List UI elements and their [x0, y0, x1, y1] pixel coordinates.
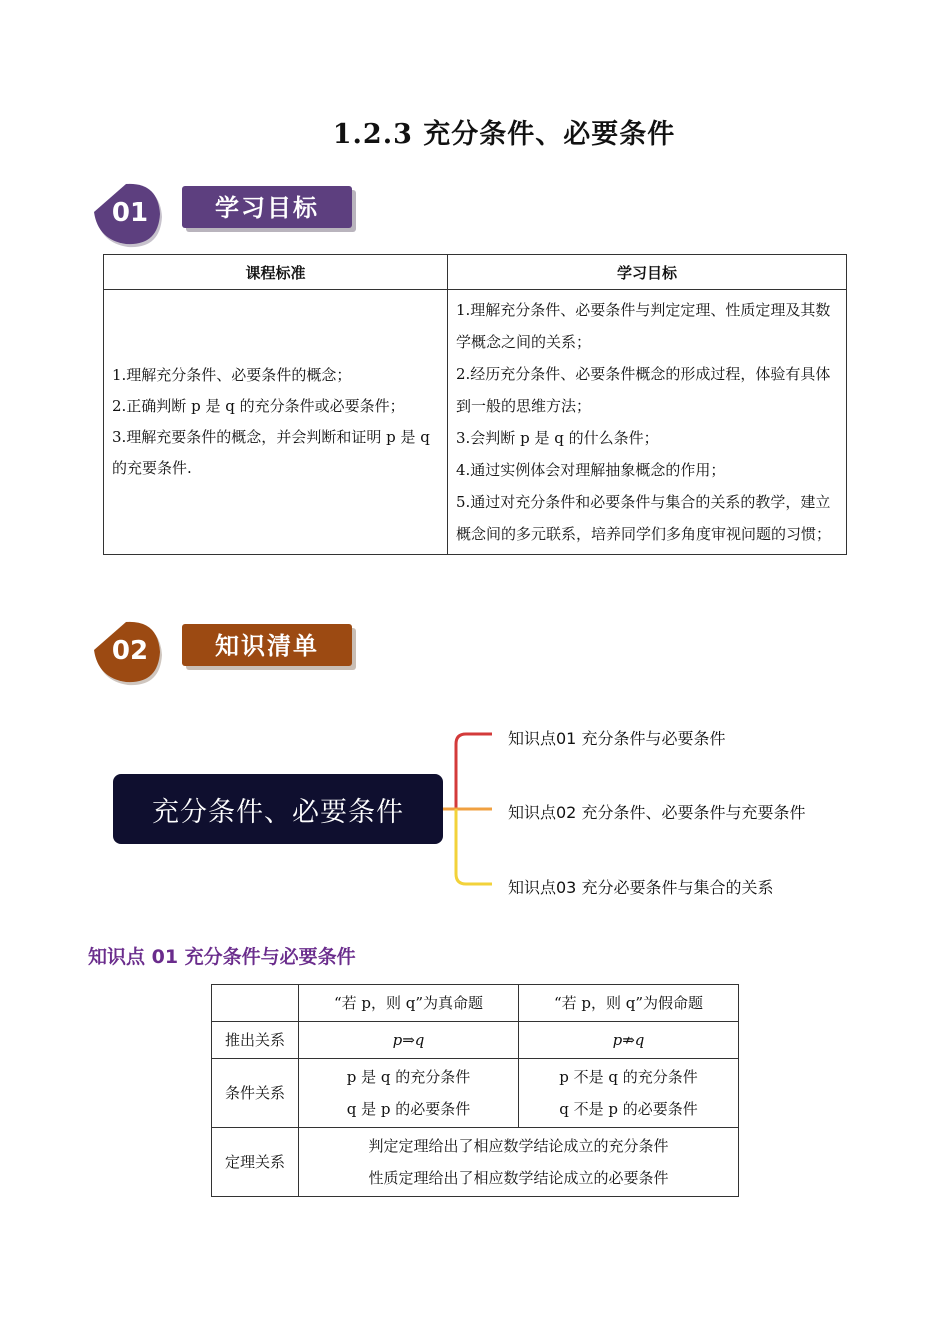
goal-item: 5.通过对充分条件和必要条件与集合的关系的教学，建立概念间的多元联系，培养同学们多角度审视问题的习惯；	[456, 493, 832, 543]
theorem-cell	[299, 1128, 739, 1197]
mind-map-center: 充分条件、必要条件	[113, 774, 443, 844]
mind-map	[100, 710, 860, 910]
condition-line: p 不是 q 的充分条件	[559, 1068, 698, 1086]
goal-item: 4.通过实例体会对理解抽象概念的作用；	[456, 461, 726, 479]
section-number: 01	[111, 198, 149, 228]
goal-item: 2.经历充分条件、必要条件概念的形成过程，体验有具体到一般的思维方法；	[456, 365, 831, 415]
header-learning-goals: 学习目标	[448, 255, 847, 290]
condition-relation-table	[211, 984, 739, 1197]
section-label: 知识清单	[215, 632, 319, 660]
standard-item: 3.理解充要条件的概念，并会判断和证明 p 是 q 的充要条件.	[112, 428, 430, 477]
condition-line: q 不是 p 的必要条件	[559, 1100, 698, 1118]
goal-item: 1.理解充分条件、必要条件与判定定理、性质定理及其数学概念之间的关系；	[456, 301, 831, 351]
row-label: 推出关系	[212, 1022, 299, 1059]
standard-item: 1.理解充分条件、必要条件的概念；	[112, 366, 352, 384]
row-label: 条件关系	[212, 1059, 299, 1128]
condition-line: q 是 p 的必要条件	[346, 1100, 471, 1118]
condition-false-cell	[519, 1059, 739, 1128]
row-label: 定理关系	[212, 1128, 299, 1197]
theorem-line: 性质定理给出了相应数学结论成立的必要条件	[368, 1169, 669, 1187]
header-curriculum-standard: 课程标准	[104, 255, 448, 290]
mind-map-branch-1: 知识点01 充分条件与必要条件	[508, 729, 726, 748]
col-header-false: “若 p，则 q”为假命题	[519, 985, 739, 1022]
mind-map-branch-3: 知识点03 充分必要条件与集合的关系	[508, 878, 774, 897]
connector-branch-1	[443, 734, 492, 809]
knowledge-point-heading: 知识点 01 充分条件与必要条件	[88, 946, 356, 968]
section-badge-knowledge-list	[88, 614, 358, 694]
condition-line: p 是 q 的充分条件	[346, 1068, 471, 1086]
goals-table	[103, 254, 847, 555]
implies-cell: p⇒q	[299, 1022, 519, 1059]
connector-branch-3	[456, 809, 492, 884]
condition-true-cell	[299, 1059, 519, 1128]
theorem-line: 判定定理给出了相应数学结论成立的充分条件	[368, 1137, 669, 1155]
corner-cell	[212, 985, 299, 1022]
mind-map-branch-2: 知识点02 充分条件、必要条件与充要条件	[508, 803, 806, 822]
section-label: 学习目标	[215, 194, 319, 222]
learning-goals-cell	[448, 290, 847, 555]
goal-item: 3.会判断 p 是 q 的什么条件；	[456, 429, 659, 447]
col-header-true: “若 p，则 q”为真命题	[299, 985, 519, 1022]
section-number: 02	[111, 636, 149, 666]
section-badge-learning-goals	[88, 176, 358, 256]
standard-item: 2.正确判断 p 是 q 的充分条件或必要条件；	[112, 397, 405, 415]
curriculum-standard-cell	[104, 290, 448, 555]
page-title: 1.2.3 充分条件、必要条件	[332, 119, 676, 150]
not-implies-cell: p⇏q	[519, 1022, 739, 1059]
